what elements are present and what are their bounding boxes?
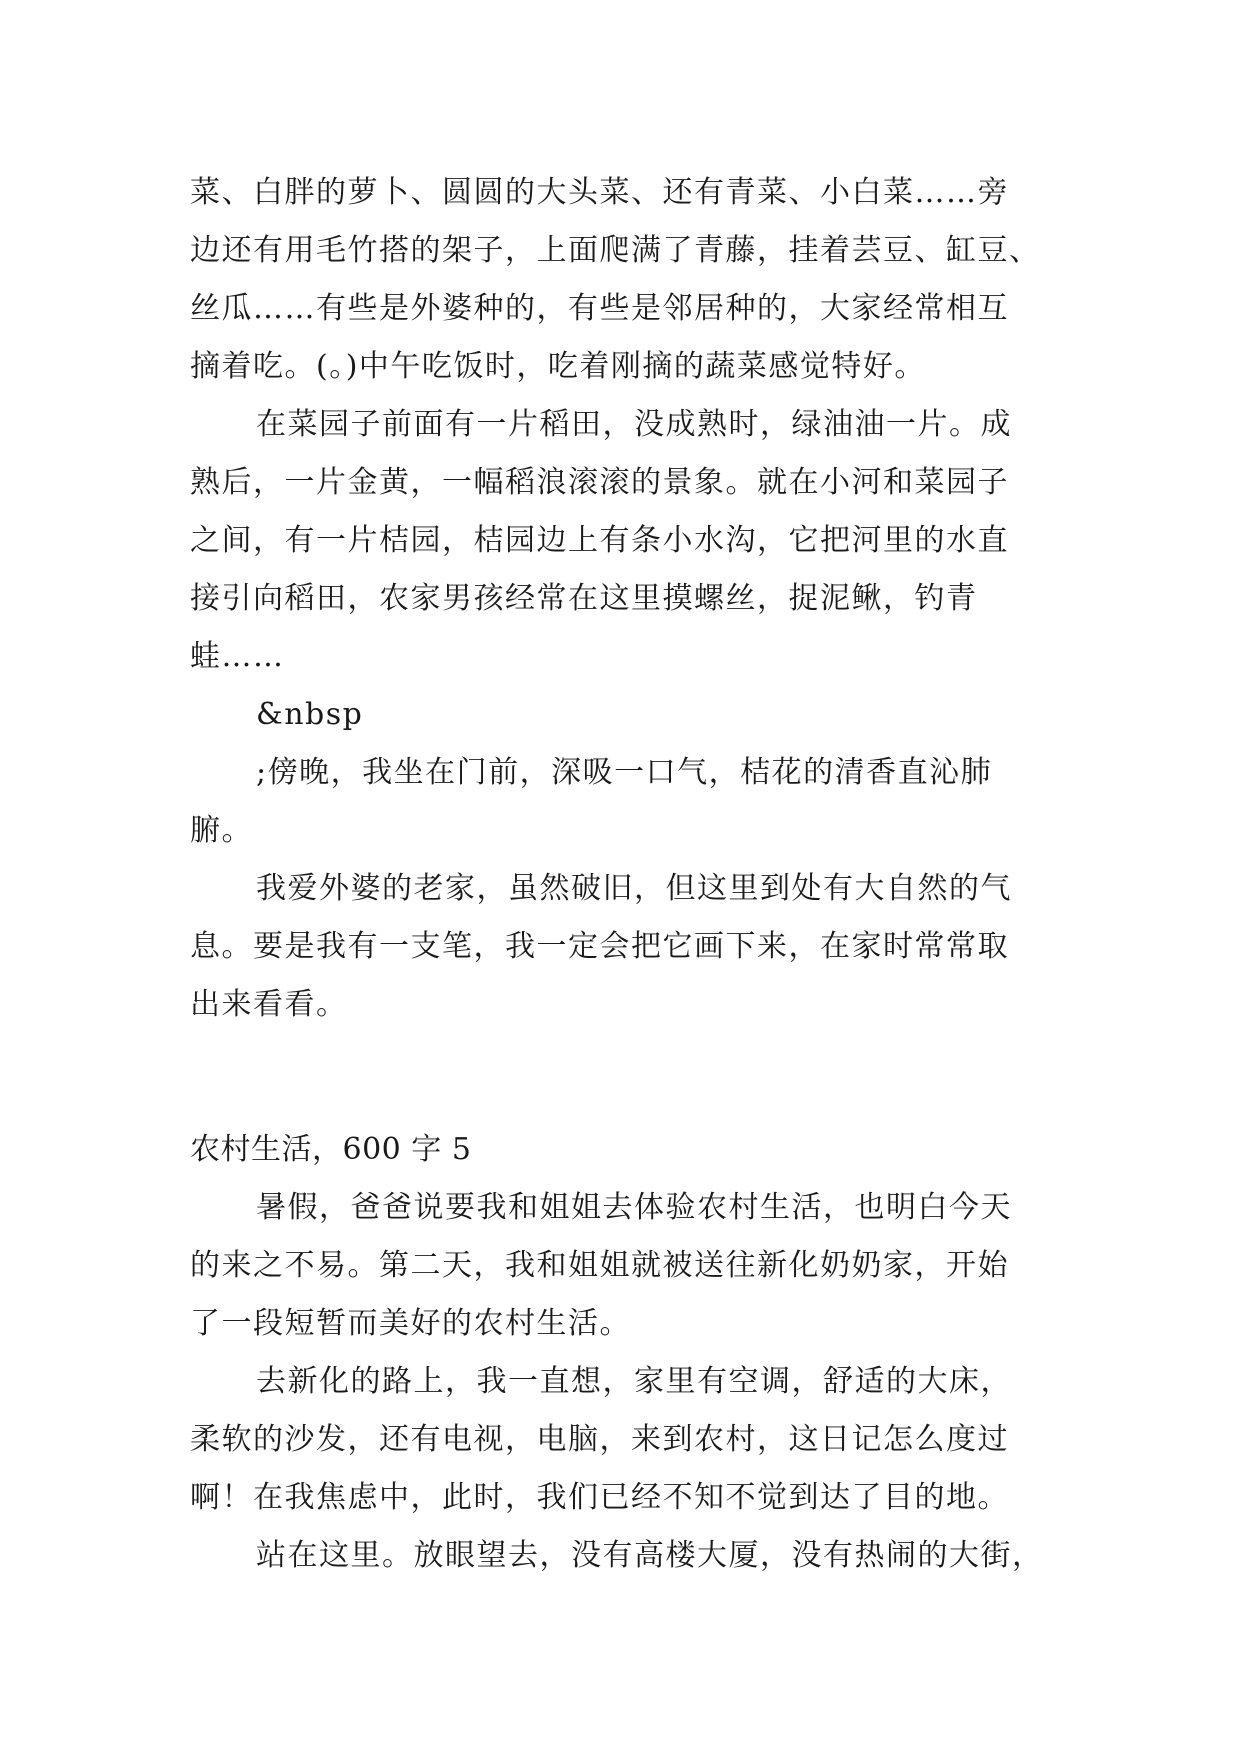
text-line: 息。要是我有一支笔，我一定会把它画下来，在家时常常取 bbox=[190, 929, 1009, 964]
text-line: 去新化的路上，我一直想，家里有空调，舒适的大床， bbox=[256, 1364, 1012, 1399]
text-line: ;傍晚，我坐在门前，深吸一口气，桔花的清香直沁肺 bbox=[256, 755, 993, 790]
text-line: 出来看看。 bbox=[190, 987, 348, 1022]
text-line: 接引向稻田，农家男孩经常在这里摸螺丝，捉泥鳅，钓青 bbox=[190, 581, 978, 616]
text-line: 蛙…… bbox=[190, 639, 285, 674]
document-body bbox=[190, 164, 1066, 1585]
text-line: 丝瓜……有些是外婆种的，有些是邻居种的，大家经常相互 bbox=[190, 291, 1009, 326]
text-line: 在菜园子前面有一片稻田，没成熟时，绿油油一片。成 bbox=[256, 407, 1012, 442]
paragraph-nbsp bbox=[190, 686, 1066, 744]
paragraph-standing bbox=[190, 1527, 1066, 1585]
paragraph-love-hometown bbox=[190, 860, 1066, 1034]
text-line: 了一段短暂而美好的农村生活。 bbox=[190, 1306, 631, 1341]
text-line: 熟后，一片金黄，一幅稻浪滚滚的景象。就在小河和菜园子 bbox=[190, 465, 1009, 500]
text-line: 啊！在我焦虑中，此时，我们已经不知不觉到达了目的地。 bbox=[190, 1480, 1009, 1515]
text-line: 的来之不易。第二天，我和姐姐就被送往新化奶奶家，开始 bbox=[190, 1248, 1009, 1283]
text-line: 柔软的沙发，还有电视，电脑，来到农村，这日记怎么度过 bbox=[190, 1422, 1009, 1457]
paragraph-evening bbox=[190, 744, 1066, 860]
text-line: 摘着吃。(。)中午吃饭时，吃着刚摘的蔬菜感觉特好。 bbox=[190, 349, 926, 384]
text-line: &nbsp bbox=[256, 697, 364, 732]
text-line: 暑假，爸爸说要我和姐姐去体验农村生活，也明白今天 bbox=[256, 1190, 1012, 1225]
text-line: 我爱外婆的老家，虽然破旧，但这里到处有大自然的气 bbox=[256, 871, 1012, 906]
paragraph-vegetables bbox=[190, 164, 1066, 396]
section-heading: 农村生活，600 字 5 bbox=[190, 1132, 472, 1167]
text-line: 之间，有一片桔园，桔园边上有条小水沟，它把河里的水直 bbox=[190, 523, 1009, 558]
paragraph-rice-field bbox=[190, 396, 1066, 686]
text-line: 边还有用毛竹搭的架子，上面爬满了青藤，挂着芸豆、缸豆、 bbox=[190, 233, 1041, 268]
text-line: 站在这里。放眼望去，没有高楼大厦，没有热闹的大街， bbox=[256, 1538, 1044, 1573]
text-line: 腑。 bbox=[190, 813, 253, 848]
paragraph-summer bbox=[190, 1179, 1066, 1353]
section-gap bbox=[190, 1034, 1066, 1121]
text-line: 菜、白胖的萝卜、圆圆的大头菜、还有青菜、小白菜……旁 bbox=[190, 175, 1009, 210]
paragraph-road bbox=[190, 1353, 1066, 1527]
